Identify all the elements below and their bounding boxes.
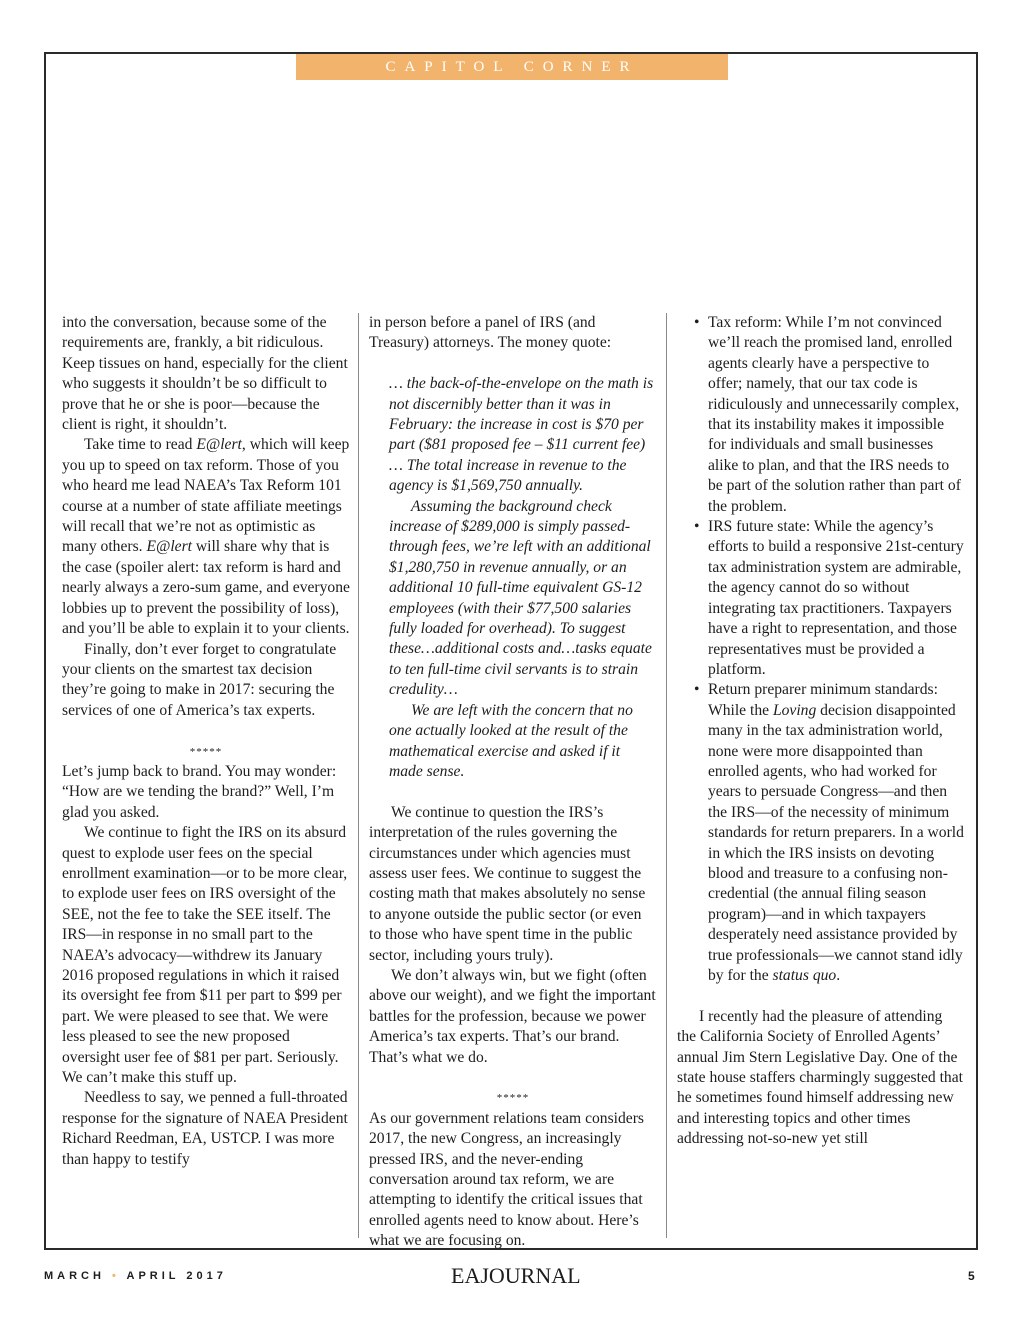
column-rule (666, 313, 667, 1238)
issue-date: MARCH • APRIL 2017 (44, 1270, 227, 1282)
paragraph: Finally, don’t ever forget to congratulate your clients on the smartest tax decision they’re going to make in 2017: securing the services of one of America’s tax experts. (62, 640, 337, 719)
journal-logo: EAJOURNAL (451, 1263, 581, 1288)
paragraph: Take time to read E@lert, which will keep you up to speed on tax reform. Those of you who heard me lead NAEA’s Tax Reform 101 course at a number of state affiliate meetings will recall that we’re not as optimistic as many others. E@lert will share why that is the case (spoiler alert: tax reform is hard and nearly always a zero-sum game, and everyone lobbies up to prevent the possibility of loss), and you’ll be able to explain it to your clients. (62, 436, 350, 638)
column-2 (369, 313, 657, 1252)
list-item: • Tax reform: While I’m not convinced we’ll reach the promised land, enrolled agents clearly have a perspective to offer; namely, that our tax code is ridiculously and unnecessarily complex, that its instability makes it impossible for individuals and small businesses alike to plan, and that the IRS needs to be part of the solution rather than part of the problem. (677, 313, 965, 517)
list-item: • IRS future state: While the agency’s efforts to build a responsive 21st-century tax administration system are admirable, the agency cannot do so without integrating tax practitioners. Taxpayers have a right to representation, and those representatives must be provided a platform. (677, 517, 965, 680)
column-3 (677, 313, 965, 1150)
section-divider: ***** (189, 745, 223, 758)
section-header: CAPITOL CORNER (296, 54, 728, 80)
paragraph: We continue to question the IRS’s interpretation of the rules governing the circumstances under which agencies must assess user fees. We continue to suggest the costing math that makes absolutely no sense to anyone outside the public sector (or even to those who have spent time in the public sector, including yours truly). (369, 803, 646, 964)
paragraph: As our government relations team considers 2017, the new Congress, an increasingly pressed IRS, and the never-ending conversation around tax reform, we are attempting to identify the critical issues that enrolled agents need to know about. Here’s what we are focusing on. (369, 1109, 644, 1250)
paragraph: Needless to say, we penned a full-throated response for the signature of NAEA President Richard Reedman, EA, USTCP. I was more than happy to testify (62, 1089, 348, 1168)
section-divider: ***** (496, 1092, 530, 1105)
paragraph: We continue to fight the IRS on its absurd quest to explode user fees on the special enrollment examination—or to be more clear, to explode user fees on IRS oversight of the SEE, not the fee to take the SEE itself. The IRS—in response in no small part to the NAEA’s advocacy—withdrew its January 2016 proposed regulations in which it raised its oversight fee from $11 per part to $99 per part. We were pleased to see that. We were less pleased to see the new proposed oversight user fee of $81 per part. Seriously. We can’t make this stuff up. (62, 824, 348, 1087)
column-1 (62, 313, 350, 1170)
block-quote: Assuming the background check increase of $289,000 is simply passed-through fees, we’re left with an additional $1,280,750 in revenue annually, or an additional 10 full-time equivalent GS-12 employees (with their $77,500 salaries fully loaded for overhead). To suggest these…additional costs and…tasks equate to ten full-time civil servants is to strain credulity… (389, 497, 652, 699)
paragraph: into the conversation, because some of the requirements are, frankly, a bit ridiculous. Keep tissues on hand, especially for the client who suggests it shouldn’t be so difficult to prove that he or she is poor—because the client is right, it shouldn’t. (62, 314, 348, 434)
focus-list (677, 313, 965, 986)
page-number: 5 (968, 1269, 975, 1283)
paragraph: in person before a panel of IRS (and Treasury) attorneys. The money quote: (369, 314, 612, 352)
block-quote: … the back-of-the-envelope on the math is not discernibly better than it was in February: the increase in cost is $70 per part ($81 proposed fee – $11 current fee) … The total increase in revenue to the agency is $1,569,750 annually. (389, 375, 654, 495)
paragraph: Let’s jump back to brand. You may wonder: “How are we tending the brand?” Well, I’m glad you asked. (62, 762, 337, 821)
paragraph: I recently had the pleasure of attending the California Society of Enrolled Agents’ annual Jim Stern Legislative Day. One of the state house staffers charmingly suggested that he sometimes found himself addressing new and interesting topics and other times addressing not-so-new yet still (677, 1007, 963, 1148)
block-quote: We are left with the concern that no one actually looked at the result of the mathematical exercise and asked if it made sense. (389, 701, 633, 780)
paragraph: We don’t always win, but we fight (often above our weight), and we fight the important battles for the profession, because we power America’s tax experts. That’s our brand. That’s what we do. (369, 966, 656, 1066)
column-rule (358, 313, 359, 1238)
list-item: • Return preparer minimum standards: While the Loving decision disappointed many in the tax administration world, none were more disappointed than enrolled agents, who had worked for years to persuade Congress—and then the IRS—of the necessity of minimum standards for return preparers. In a world in which the IRS insists on devoting blood and treasure to a confusing non-credential (the annual filing season program)—and in which taxpayers desperately need assistance provided by true professionals—we cannot stand idly by for the status quo. (677, 680, 965, 986)
